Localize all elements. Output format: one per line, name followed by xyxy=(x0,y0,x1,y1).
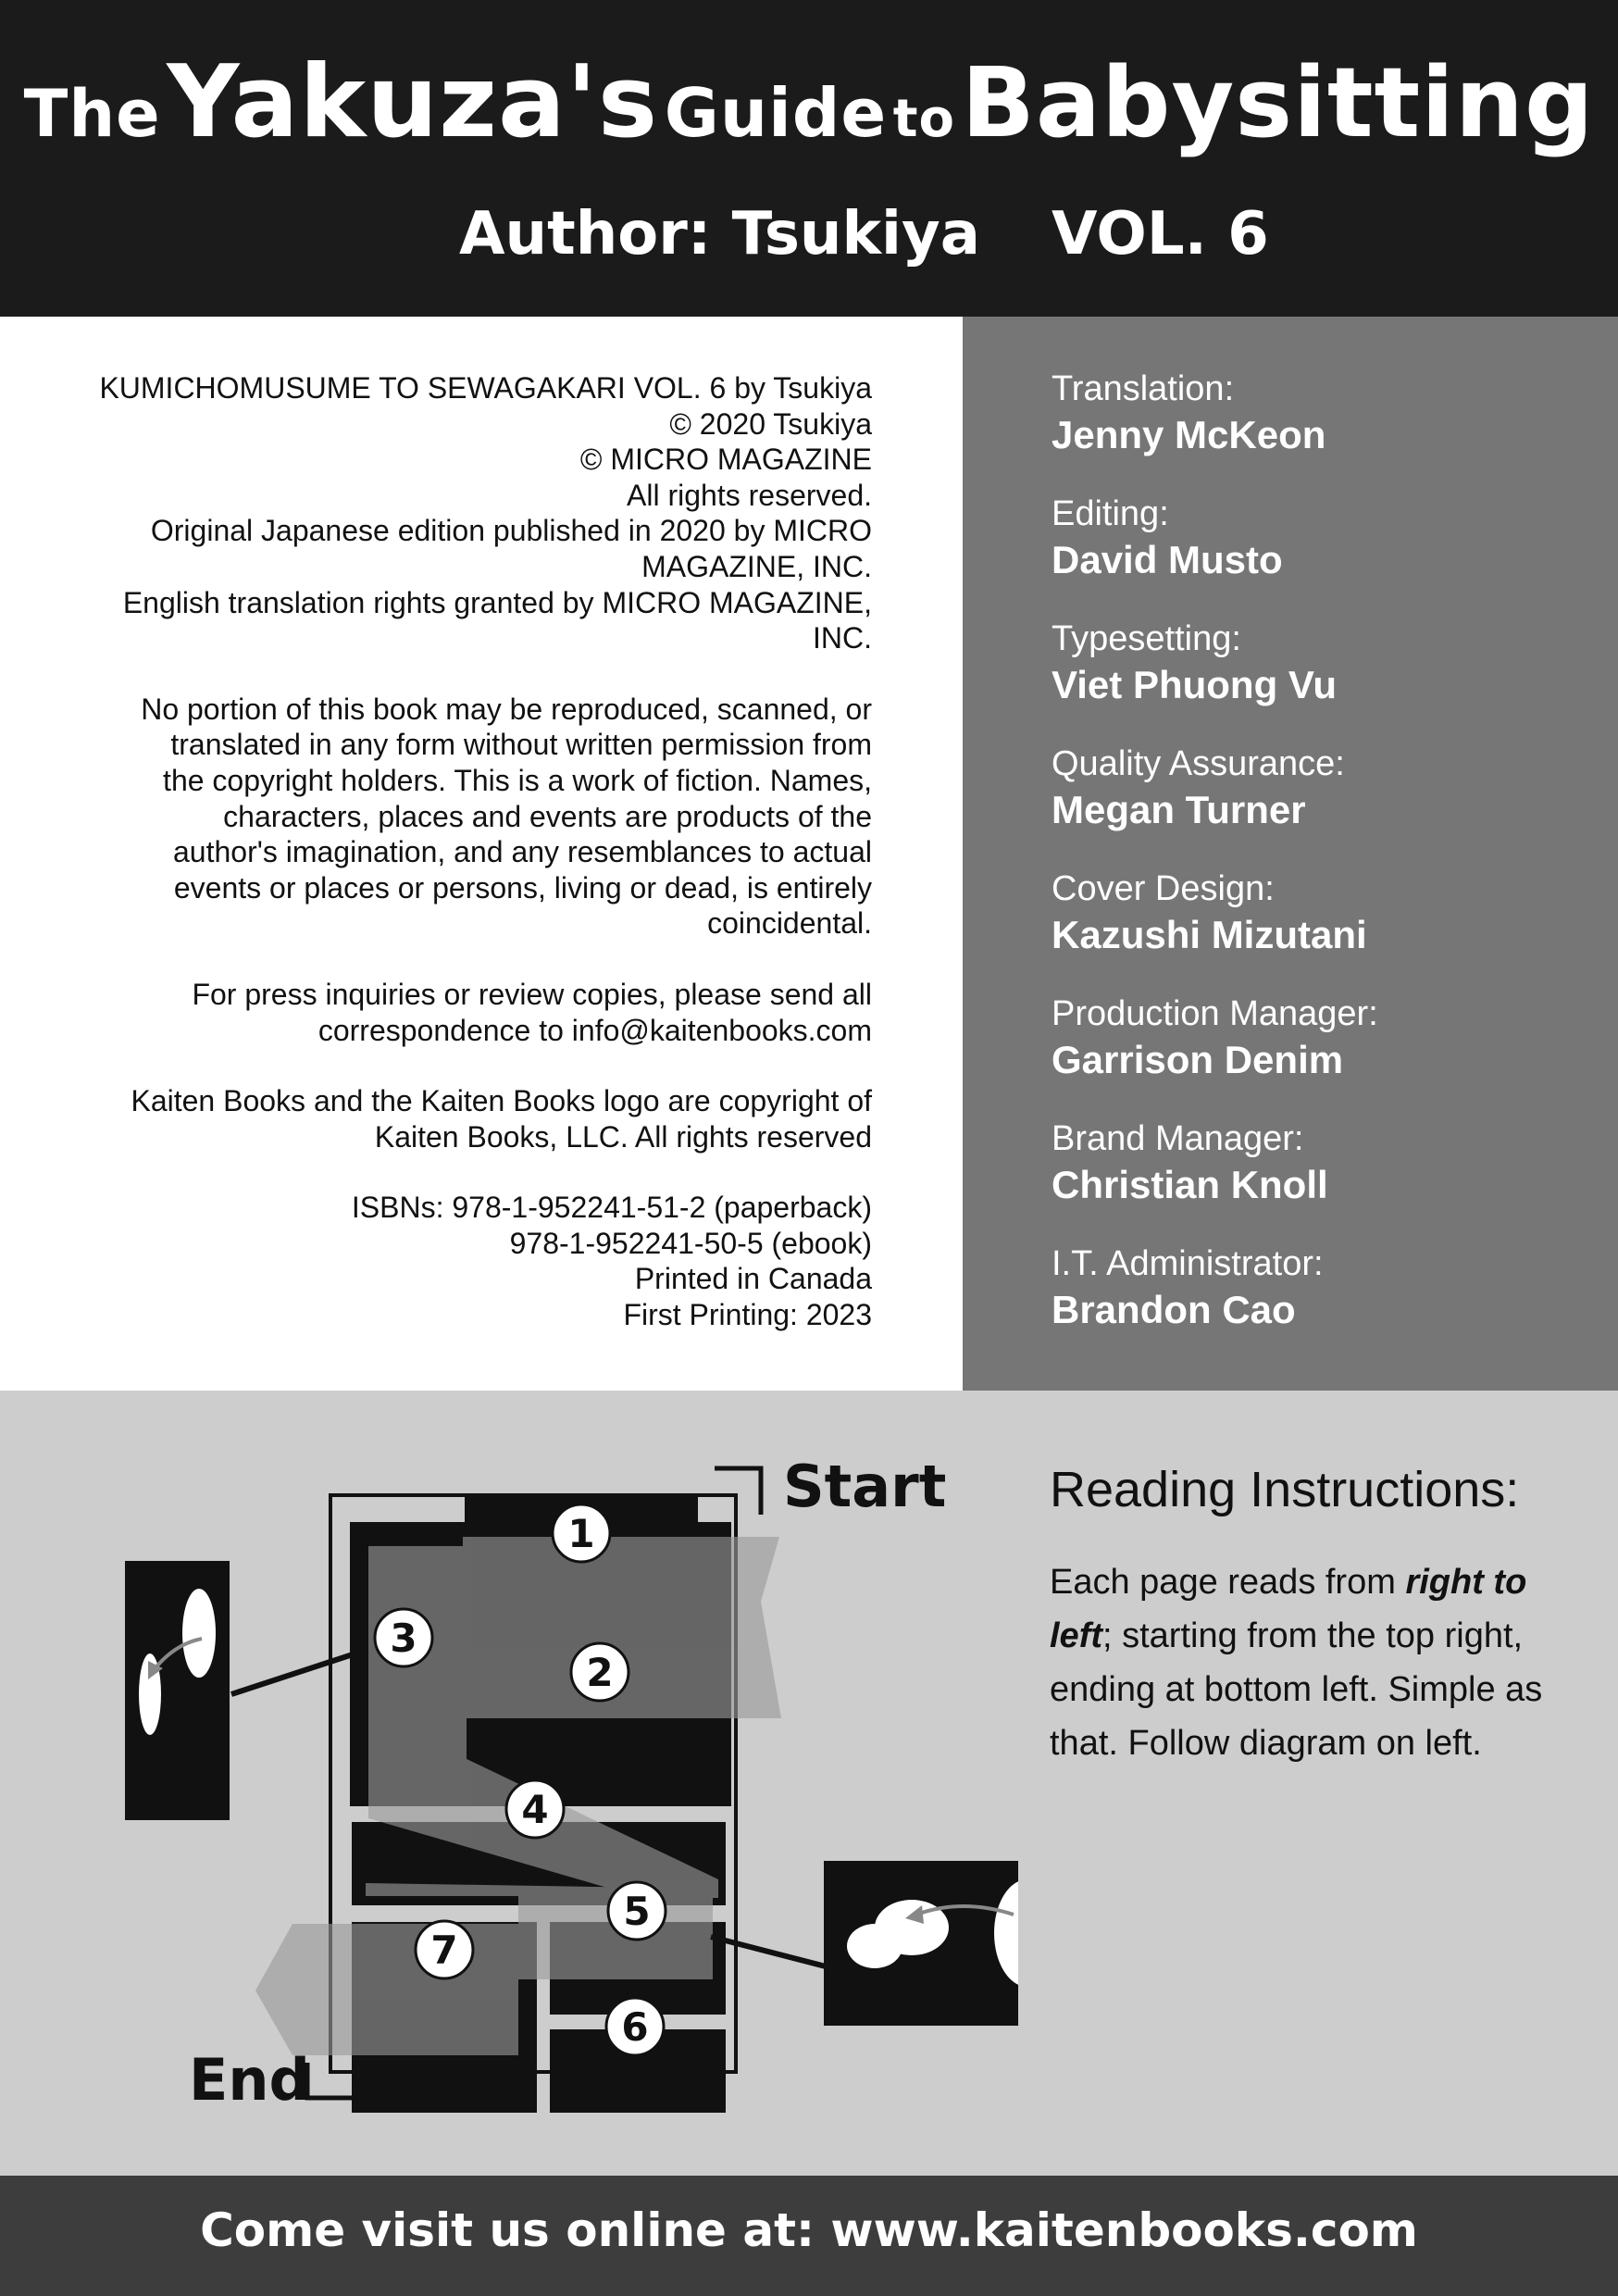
reading-order-diagram xyxy=(0,1391,1018,2176)
start-label: Start xyxy=(783,1453,947,1520)
credit-role: Production Manager: xyxy=(1052,994,1378,1033)
title-word: Babysitting xyxy=(961,46,1595,159)
reproduction-block xyxy=(74,692,872,942)
legal-line: Kaiten Books and the Kaiten Books logo are copyright of xyxy=(131,1084,872,1118)
panel-number: 3 xyxy=(390,1616,417,1661)
website-line: Come visit us online at: www.kaitenbooks.com xyxy=(200,2203,1418,2257)
press-block xyxy=(74,977,872,1048)
credit-typesetting xyxy=(1052,618,1607,711)
panel-number: 5 xyxy=(623,1889,651,1934)
credit-name: Brandon Cao xyxy=(1052,1288,1296,1331)
credit-name: Kazushi Mizutani xyxy=(1052,913,1367,956)
legal-line: Printed in Canada xyxy=(634,1262,872,1296)
legal-line: ISBNs: 978-1-952241-51-2 (paperback) xyxy=(351,1191,872,1225)
reading-instructions-section xyxy=(0,1391,1618,2176)
instructions-emphasis: right to left xyxy=(1050,1563,1527,1655)
credit-role: Brand Manager: xyxy=(1052,1119,1304,1158)
header xyxy=(0,0,1618,317)
credit-name: Jenny McKeon xyxy=(1052,413,1326,456)
legal-line: All rights reserved. xyxy=(627,478,872,512)
legal-line: MAGAZINE, INC. xyxy=(641,549,872,583)
credit-name: David Musto xyxy=(1052,538,1283,581)
panel-number: 2 xyxy=(586,1650,614,1695)
legal-line: characters, places and events are products of the xyxy=(223,799,872,833)
legal-line: © MICRO MAGAZINE xyxy=(579,443,872,477)
credit-editing xyxy=(1052,493,1607,586)
panel-number: 7 xyxy=(430,1928,458,1973)
legal-line: KUMICHOMUSUME TO SEWAGAKARI VOL. 6 by Tsukiya xyxy=(99,371,872,405)
end-label: End xyxy=(189,2046,310,2114)
instructions-text-end: ; starting from the top right, ending at bottom left. Simple as that. Follow diagram on left. xyxy=(1050,1616,1543,1763)
panel-number: 1 xyxy=(567,1511,595,1556)
legal-line: English translation rights granted by MICRO MAGAZINE, xyxy=(122,585,872,619)
credit-brand-manager xyxy=(1052,1118,1607,1211)
legal-line: No portion of this book may be reproduced, scanned, or xyxy=(141,692,872,726)
reading-instructions-title: Reading Instructions: xyxy=(1050,1462,1520,1517)
credit-role: Cover Design: xyxy=(1052,869,1275,908)
credit-role: I.T. Administrator: xyxy=(1052,1244,1324,1283)
footer xyxy=(0,2176,1618,2296)
legal-line: author's imagination, and any resemblances to actual xyxy=(173,835,872,869)
panel-number: 6 xyxy=(621,2004,649,2050)
legal-line: coincidental. xyxy=(707,906,872,941)
credit-name: Viet Phuong Vu xyxy=(1052,663,1338,706)
credit-role: Typesetting: xyxy=(1052,619,1241,658)
credit-role: Translation: xyxy=(1052,369,1235,408)
volume-label: VOL. 6 xyxy=(1052,200,1269,268)
title-word: to xyxy=(892,89,956,149)
reading-instructions-text xyxy=(1050,1555,1568,1770)
title-word: The xyxy=(23,76,161,152)
legal-notice xyxy=(74,370,872,1368)
title-word: Guide xyxy=(664,74,888,152)
trademark-block xyxy=(74,1083,872,1154)
legal-line: events or places or persons, living or dead, is entirely xyxy=(173,870,872,905)
panel-number: 4 xyxy=(521,1787,549,1832)
credit-it-administrator xyxy=(1052,1243,1607,1336)
legal-line: correspondence to info@kaitenbooks.com xyxy=(317,1013,872,1047)
legal-line: 978-1-952241-50-5 (ebook) xyxy=(509,1226,872,1260)
author-label: Author: Tsukiya xyxy=(459,200,980,268)
legal-line: First Printing: 2023 xyxy=(623,1298,872,1332)
book-title xyxy=(0,44,1618,160)
credit-translation xyxy=(1052,368,1607,461)
credit-quality-assurance xyxy=(1052,743,1607,836)
credits-panel xyxy=(963,317,1618,1391)
legal-line: For press inquiries or review copies, please send all xyxy=(192,977,872,1011)
path-left xyxy=(368,1546,467,1785)
copyright-block xyxy=(74,370,872,656)
title-word: Yakuza's xyxy=(167,44,659,160)
legal-line: Kaiten Books, LLC. All rights reserved xyxy=(374,1119,872,1154)
credit-role: Editing: xyxy=(1052,494,1169,533)
credit-role: Quality Assurance: xyxy=(1052,744,1345,783)
credit-cover-design xyxy=(1052,868,1607,961)
speech-bubble-icon xyxy=(182,1589,216,1678)
legal-line: translated in any form without written permission from xyxy=(170,728,872,762)
speech-bubble-icon xyxy=(847,1924,902,1968)
credit-name: Garrison Denim xyxy=(1052,1038,1344,1081)
isbn-block xyxy=(74,1190,872,1332)
credit-name: Megan Turner xyxy=(1052,788,1306,831)
credit-name: Christian Knoll xyxy=(1052,1163,1328,1206)
legal-line: INC. xyxy=(813,621,872,655)
legal-line: Original Japanese edition published in 2020 by MICRO xyxy=(150,514,872,548)
credit-production-manager xyxy=(1052,993,1607,1086)
instructions-text-start: Each page reads from xyxy=(1050,1563,1406,1602)
legal-line: © 2020 Tsukiya xyxy=(669,406,872,441)
legal-line: the copyright holders. This is a work of fiction. Names, xyxy=(163,763,872,797)
